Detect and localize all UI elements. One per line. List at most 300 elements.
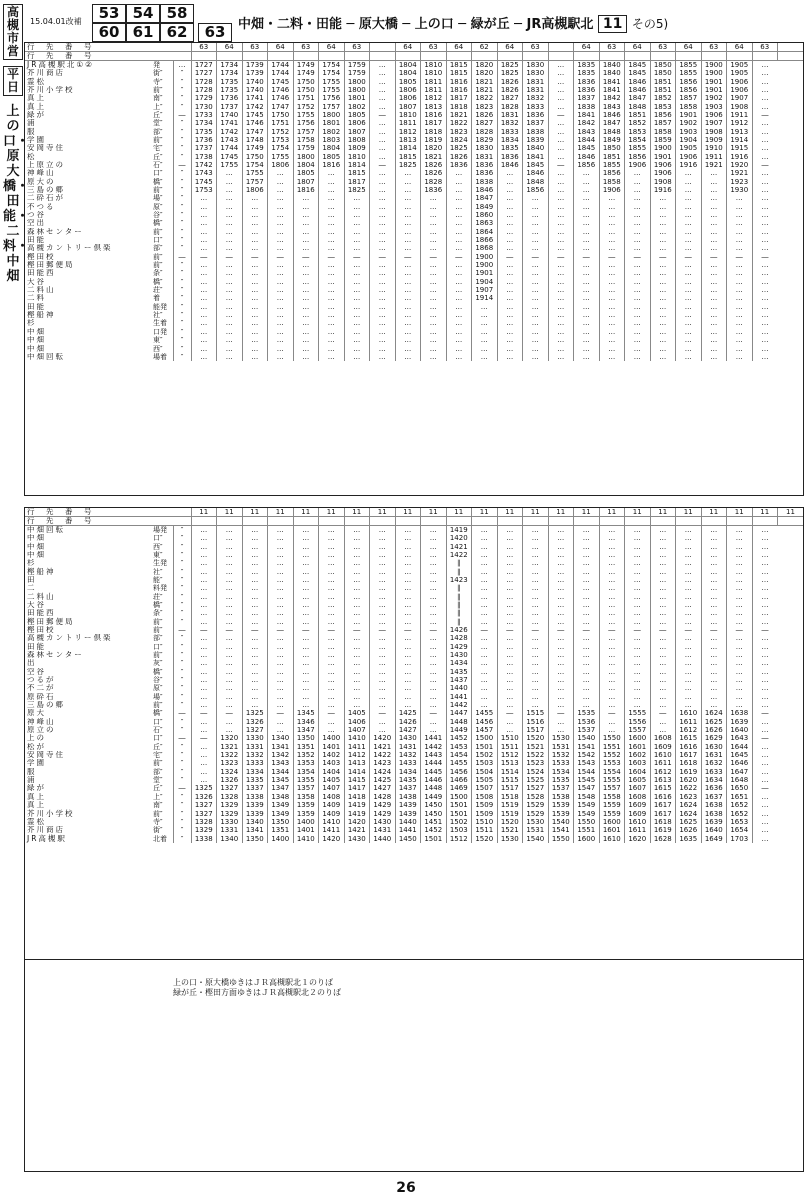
time-cell: … bbox=[242, 592, 268, 600]
time-cell: … bbox=[548, 278, 574, 286]
time-cell: … bbox=[523, 684, 549, 692]
time-cell: … bbox=[574, 278, 600, 286]
time-cell: … bbox=[676, 278, 702, 286]
time-cell: … bbox=[191, 236, 217, 244]
time-cell: … bbox=[650, 726, 676, 734]
stop-name: 真上 bbox=[27, 94, 46, 103]
time-cell: … bbox=[752, 642, 778, 650]
blank-cell bbox=[599, 52, 625, 61]
time-cell: 1332 bbox=[242, 751, 268, 759]
blank-cell bbox=[625, 52, 651, 61]
stop-name: 樫田郵便局 bbox=[27, 260, 75, 270]
time-cell: 1507 bbox=[472, 784, 498, 792]
time-cell: 1743 bbox=[217, 136, 243, 144]
time-cell: … bbox=[472, 651, 498, 659]
time-cell: … bbox=[395, 194, 421, 202]
time-cell: … bbox=[599, 617, 625, 625]
time-cell: 1826 bbox=[446, 152, 472, 160]
time-cell: … bbox=[191, 718, 217, 726]
time-cell: … bbox=[472, 319, 498, 327]
time-cell: … bbox=[268, 576, 294, 584]
time-cell: 1754 bbox=[242, 161, 268, 169]
time-cell: … bbox=[344, 328, 370, 336]
time-cell: … bbox=[319, 177, 345, 185]
time-cell: … bbox=[497, 576, 523, 584]
time-cell: 1609 bbox=[650, 743, 676, 751]
time-cell: ∥ bbox=[446, 567, 472, 575]
blank-cell bbox=[421, 517, 447, 526]
time-cell: … bbox=[548, 718, 574, 726]
time-cell: ― bbox=[370, 111, 396, 119]
time-cell: … bbox=[319, 592, 345, 600]
time-cell: 1469 bbox=[446, 784, 472, 792]
stop-row bbox=[25, 784, 803, 792]
stop-name: 樫船神 bbox=[27, 310, 56, 320]
time-cell: 1515 bbox=[523, 709, 549, 717]
stop-row bbox=[25, 809, 803, 817]
time-cell: … bbox=[727, 609, 753, 617]
stop-name: 服 bbox=[27, 127, 37, 136]
time-cell: 1801 bbox=[344, 94, 370, 102]
time-cell: 1838 bbox=[472, 177, 498, 185]
time-cell: … bbox=[650, 336, 676, 344]
time-cell: 1757 bbox=[293, 127, 319, 135]
time-cell: … bbox=[344, 693, 370, 701]
time-cell: 1626 bbox=[676, 826, 702, 834]
time-cell: … bbox=[370, 684, 396, 692]
time-cell: 1407 bbox=[319, 784, 345, 792]
time-cell: 1905 bbox=[727, 69, 753, 77]
time-cell: 1339 bbox=[242, 809, 268, 817]
time-cell: … bbox=[319, 194, 345, 202]
time-cell: … bbox=[752, 676, 778, 684]
stop-name: 安岡寺住 bbox=[27, 144, 65, 153]
time-cell: 1825 bbox=[446, 144, 472, 152]
stop-suffix: 前″ bbox=[153, 809, 163, 818]
time-cell: 1930 bbox=[727, 186, 753, 194]
time-cell: … bbox=[446, 294, 472, 302]
stop-suffix: 前″ bbox=[153, 759, 163, 768]
time-cell: … bbox=[752, 751, 778, 759]
time-cell: … bbox=[548, 61, 574, 70]
time-cell: … bbox=[599, 344, 625, 352]
time-cell: … bbox=[752, 186, 778, 194]
time-cell: … bbox=[497, 261, 523, 269]
time-cell: 1634 bbox=[701, 776, 727, 784]
time-cell: … bbox=[523, 278, 549, 286]
time-cell: 1538 bbox=[548, 793, 574, 801]
time-cell: … bbox=[217, 319, 243, 327]
time-cell: … bbox=[752, 651, 778, 659]
route-code-cell: 11 bbox=[472, 508, 498, 517]
route-code-cell: 11 bbox=[242, 508, 268, 517]
time-cell: … bbox=[548, 69, 574, 77]
time-cell: 1815 bbox=[344, 169, 370, 177]
stop-name: 学園 bbox=[27, 759, 46, 768]
time-cell: … bbox=[217, 676, 243, 684]
time-cell: … bbox=[676, 668, 702, 676]
time-cell: 1832 bbox=[497, 119, 523, 127]
page-title bbox=[238, 13, 668, 32]
time-cell: ∥ bbox=[446, 584, 472, 592]
time-cell: … bbox=[599, 534, 625, 542]
time-cell: … bbox=[727, 311, 753, 319]
time-cell: … bbox=[727, 576, 753, 584]
time-cell: ― bbox=[599, 626, 625, 634]
blank-cell bbox=[446, 517, 472, 526]
time-cell: … bbox=[421, 642, 447, 650]
time-cell: … bbox=[599, 726, 625, 734]
time-cell: … bbox=[344, 286, 370, 294]
time-cell: ― bbox=[173, 253, 191, 261]
time-cell: … bbox=[242, 617, 268, 625]
time-cell: … bbox=[625, 567, 651, 575]
stop-suffix: 北着 bbox=[153, 834, 167, 843]
time-cell: ― bbox=[752, 161, 778, 169]
time-cell: … bbox=[191, 294, 217, 302]
time-cell: … bbox=[752, 328, 778, 336]
stop-name: JR高槻駅北①② bbox=[27, 60, 94, 69]
time-cell: 1540 bbox=[574, 734, 600, 742]
time-cell: … bbox=[599, 203, 625, 211]
route-code-cell: 63 bbox=[344, 43, 370, 52]
time-cell: … bbox=[599, 567, 625, 575]
time-cell: … bbox=[548, 177, 574, 185]
blank-cell bbox=[727, 517, 753, 526]
time-cell: … bbox=[268, 542, 294, 550]
time-cell: … bbox=[217, 244, 243, 252]
time-cell: … bbox=[293, 319, 319, 327]
time-cell: ― bbox=[217, 253, 243, 261]
time-cell: … bbox=[446, 336, 472, 344]
time-cell: … bbox=[752, 701, 778, 709]
time-cell: … bbox=[523, 584, 549, 592]
time-cell: … bbox=[395, 294, 421, 302]
time-cell: 1900 bbox=[472, 253, 498, 261]
time-cell: … bbox=[523, 659, 549, 667]
time-cell: … bbox=[242, 659, 268, 667]
time-cell: 1441 bbox=[446, 693, 472, 701]
time-cell: … bbox=[217, 576, 243, 584]
route-code-cell: 63 bbox=[421, 43, 447, 52]
time-cell: 1912 bbox=[727, 119, 753, 127]
time-cell: ″ bbox=[173, 219, 191, 227]
time-cell: 1846 bbox=[472, 186, 498, 194]
time-cell: … bbox=[242, 336, 268, 344]
time-cell: ― bbox=[173, 111, 191, 119]
stop-row bbox=[25, 609, 803, 617]
time-cell: … bbox=[319, 693, 345, 701]
time-cell: … bbox=[727, 534, 753, 542]
route-number: 63 bbox=[198, 23, 232, 42]
time-cell: … bbox=[650, 592, 676, 600]
time-cell: … bbox=[217, 261, 243, 269]
time-cell: ― bbox=[293, 253, 319, 261]
time-cell: … bbox=[548, 261, 574, 269]
time-cell: … bbox=[701, 219, 727, 227]
stop-name: JR高槻駅 bbox=[27, 834, 67, 843]
time-cell: 1855 bbox=[599, 161, 625, 169]
time-cell: … bbox=[446, 278, 472, 286]
time-cell: 1856 bbox=[676, 86, 702, 94]
time-cell: 1916 bbox=[650, 186, 676, 194]
stop-row bbox=[25, 244, 803, 252]
stop-name: 大谷 bbox=[27, 600, 46, 609]
time-cell: ″ bbox=[173, 776, 191, 784]
time-cell: 1739 bbox=[242, 61, 268, 70]
stop-row bbox=[25, 676, 803, 684]
time-cell: … bbox=[523, 303, 549, 311]
time-cell: … bbox=[752, 336, 778, 344]
stop-suffix: 前″ bbox=[153, 625, 163, 634]
stop-suffix: 条″ bbox=[153, 609, 163, 618]
time-cell: 1540 bbox=[548, 818, 574, 826]
time-cell: … bbox=[344, 311, 370, 319]
time-cell: 1611 bbox=[625, 826, 651, 834]
stop-name: 中畑回転 bbox=[27, 525, 65, 534]
stop-name: 中畑 bbox=[27, 542, 46, 551]
time-cell: … bbox=[574, 244, 600, 252]
time-cell: … bbox=[752, 793, 778, 801]
time-cell: … bbox=[217, 303, 243, 311]
time-cell: … bbox=[173, 61, 191, 70]
time-cell: … bbox=[701, 584, 727, 592]
stop-name: 樫田郵便局 bbox=[27, 617, 75, 626]
time-cell: 1843 bbox=[599, 102, 625, 110]
time-cell: … bbox=[599, 693, 625, 701]
time-cell: … bbox=[650, 319, 676, 327]
route-code-cell: 11 bbox=[293, 508, 319, 517]
time-cell: ″ bbox=[173, 759, 191, 767]
time-cell: 1325 bbox=[242, 709, 268, 717]
time-cell: 1504 bbox=[472, 768, 498, 776]
time-cell: 1521 bbox=[523, 743, 549, 751]
time-cell: … bbox=[242, 353, 268, 361]
time-cell: … bbox=[574, 319, 600, 327]
time-cell: 1753 bbox=[268, 136, 294, 144]
stop-name: 三島の郷 bbox=[27, 700, 65, 710]
time-cell: … bbox=[242, 609, 268, 617]
time-cell: … bbox=[395, 592, 421, 600]
time-cell: 1524 bbox=[523, 768, 549, 776]
time-cell: … bbox=[217, 211, 243, 219]
time-cell: 1734 bbox=[217, 61, 243, 70]
time-cell: ― bbox=[370, 161, 396, 169]
time-cell: … bbox=[319, 311, 345, 319]
time-cell: … bbox=[650, 203, 676, 211]
time-cell: 1853 bbox=[650, 102, 676, 110]
time-cell: … bbox=[268, 311, 294, 319]
time-cell: 1454 bbox=[446, 751, 472, 759]
time-cell: 1831 bbox=[523, 86, 549, 94]
time-cell: 1510 bbox=[472, 818, 498, 826]
time-cell: 1610 bbox=[625, 818, 651, 826]
time-cell: 1820 bbox=[421, 144, 447, 152]
blank-cell bbox=[472, 52, 498, 61]
time-cell: … bbox=[676, 592, 702, 600]
time-cell: 1351 bbox=[293, 743, 319, 751]
time-cell: … bbox=[370, 328, 396, 336]
time-cell: 1515 bbox=[497, 776, 523, 784]
time-cell: … bbox=[548, 169, 574, 177]
time-cell: … bbox=[446, 194, 472, 202]
time-cell: 1846 bbox=[497, 161, 523, 169]
route-code-cell: 64 bbox=[574, 43, 600, 52]
time-cell: … bbox=[523, 676, 549, 684]
time-cell: 1430 bbox=[395, 734, 421, 742]
time-cell: … bbox=[523, 353, 549, 361]
time-cell: … bbox=[191, 642, 217, 650]
time-cell: 1525 bbox=[523, 776, 549, 784]
time-cell: 1359 bbox=[293, 809, 319, 817]
time-cell: ″ bbox=[173, 584, 191, 592]
time-cell: … bbox=[574, 609, 600, 617]
time-cell: … bbox=[344, 651, 370, 659]
route-code-cell: 63 bbox=[242, 43, 268, 52]
time-cell: … bbox=[268, 659, 294, 667]
time-cell: … bbox=[497, 584, 523, 592]
time-cell: … bbox=[319, 294, 345, 302]
time-cell: 1415 bbox=[344, 776, 370, 784]
time-cell: … bbox=[395, 559, 421, 567]
time-cell: 1345 bbox=[293, 709, 319, 717]
time-cell: … bbox=[497, 684, 523, 692]
time-cell: … bbox=[421, 609, 447, 617]
time-cell: … bbox=[650, 701, 676, 709]
time-cell: … bbox=[548, 244, 574, 252]
stop-name: 高槻カントリー倶楽 bbox=[27, 244, 113, 253]
time-cell: … bbox=[395, 353, 421, 361]
stop-row bbox=[25, 551, 803, 559]
time-cell: 1628 bbox=[650, 834, 676, 842]
time-cell: … bbox=[650, 294, 676, 302]
time-cell: 1335 bbox=[242, 776, 268, 784]
time-cell: 1326 bbox=[242, 718, 268, 726]
time-cell: … bbox=[370, 634, 396, 642]
stop-suffix: 前″ bbox=[153, 650, 163, 659]
time-cell: 1741 bbox=[242, 94, 268, 102]
time-cell: … bbox=[421, 261, 447, 269]
time-cell: 1800 bbox=[344, 86, 370, 94]
stop-row bbox=[25, 119, 803, 127]
time-cell: 1406 bbox=[344, 718, 370, 726]
time-cell: … bbox=[497, 228, 523, 236]
time-cell: 1424 bbox=[370, 768, 396, 776]
time-cell: … bbox=[421, 576, 447, 584]
time-cell: 1811 bbox=[421, 86, 447, 94]
time-cell: ″ bbox=[173, 659, 191, 667]
time-cell: 1921 bbox=[701, 161, 727, 169]
time-cell: ― bbox=[676, 253, 702, 261]
time-cell: 1421 bbox=[446, 542, 472, 550]
stop-name: 二料山 bbox=[27, 592, 56, 601]
time-cell: ″ bbox=[173, 601, 191, 609]
time-cell: ″ bbox=[173, 634, 191, 642]
time-cell: 1846 bbox=[625, 77, 651, 85]
time-cell: … bbox=[395, 303, 421, 311]
time-cell: 1913 bbox=[727, 127, 753, 135]
time-cell: ― bbox=[599, 709, 625, 717]
time-cell: … bbox=[727, 303, 753, 311]
time-cell: 1836 bbox=[523, 111, 549, 119]
time-cell: 1617 bbox=[650, 801, 676, 809]
time-cell: 1532 bbox=[548, 751, 574, 759]
time-cell: … bbox=[752, 228, 778, 236]
time-cell: … bbox=[472, 559, 498, 567]
time-cell: ″ bbox=[173, 77, 191, 85]
time-cell: ― bbox=[752, 734, 778, 742]
time-cell: 1355 bbox=[293, 776, 319, 784]
time-cell: 1344 bbox=[268, 768, 294, 776]
stop-suffix: 荘″ bbox=[153, 592, 163, 601]
time-cell: … bbox=[650, 211, 676, 219]
time-cell: … bbox=[497, 177, 523, 185]
time-cell: 1609 bbox=[625, 809, 651, 817]
time-cell: … bbox=[599, 701, 625, 709]
time-cell: … bbox=[548, 119, 574, 127]
time-cell: … bbox=[421, 328, 447, 336]
stop-row bbox=[25, 701, 803, 709]
time-cell: ― bbox=[497, 253, 523, 261]
time-cell: 1817 bbox=[446, 94, 472, 102]
time-cell: … bbox=[446, 319, 472, 327]
time-cell: … bbox=[242, 244, 268, 252]
time-cell: 1848 bbox=[599, 127, 625, 135]
time-cell: ″ bbox=[173, 228, 191, 236]
stop-row bbox=[25, 617, 803, 625]
time-cell: 1855 bbox=[625, 144, 651, 152]
stop-row bbox=[25, 592, 803, 600]
time-cell: … bbox=[599, 668, 625, 676]
time-cell: … bbox=[293, 642, 319, 650]
time-cell: … bbox=[217, 584, 243, 592]
time-cell: 1643 bbox=[727, 734, 753, 742]
route-code-cell: 63 bbox=[293, 43, 319, 52]
time-cell: … bbox=[752, 127, 778, 135]
time-cell: 1418 bbox=[344, 793, 370, 801]
stop-suffix: 口″ bbox=[153, 169, 163, 178]
time-cell: ― bbox=[395, 626, 421, 634]
time-cell: … bbox=[217, 668, 243, 676]
time-cell: … bbox=[727, 617, 753, 625]
time-cell: 1615 bbox=[676, 734, 702, 742]
stop-row bbox=[25, 626, 803, 634]
time-cell: … bbox=[395, 261, 421, 269]
time-cell: … bbox=[217, 534, 243, 542]
time-cell: … bbox=[268, 236, 294, 244]
time-cell: 1438 bbox=[395, 793, 421, 801]
time-cell: 1901 bbox=[701, 86, 727, 94]
time-cell: … bbox=[625, 642, 651, 650]
time-cell: … bbox=[701, 177, 727, 185]
time-cell: 1517 bbox=[497, 784, 523, 792]
stop-row bbox=[25, 793, 803, 801]
time-cell: 1357 bbox=[293, 784, 319, 792]
time-cell: 1325 bbox=[191, 784, 217, 792]
time-cell: … bbox=[446, 269, 472, 277]
time-cell: … bbox=[268, 203, 294, 211]
time-cell: 1845 bbox=[625, 61, 651, 70]
time-cell: … bbox=[701, 642, 727, 650]
time-cell: ″ bbox=[173, 743, 191, 751]
time-cell: … bbox=[242, 634, 268, 642]
time-cell: … bbox=[472, 617, 498, 625]
time-cell: 1847 bbox=[472, 194, 498, 202]
time-cell: … bbox=[701, 278, 727, 286]
time-cell: … bbox=[497, 609, 523, 617]
time-cell: … bbox=[574, 676, 600, 684]
time-cell: ″ bbox=[173, 693, 191, 701]
